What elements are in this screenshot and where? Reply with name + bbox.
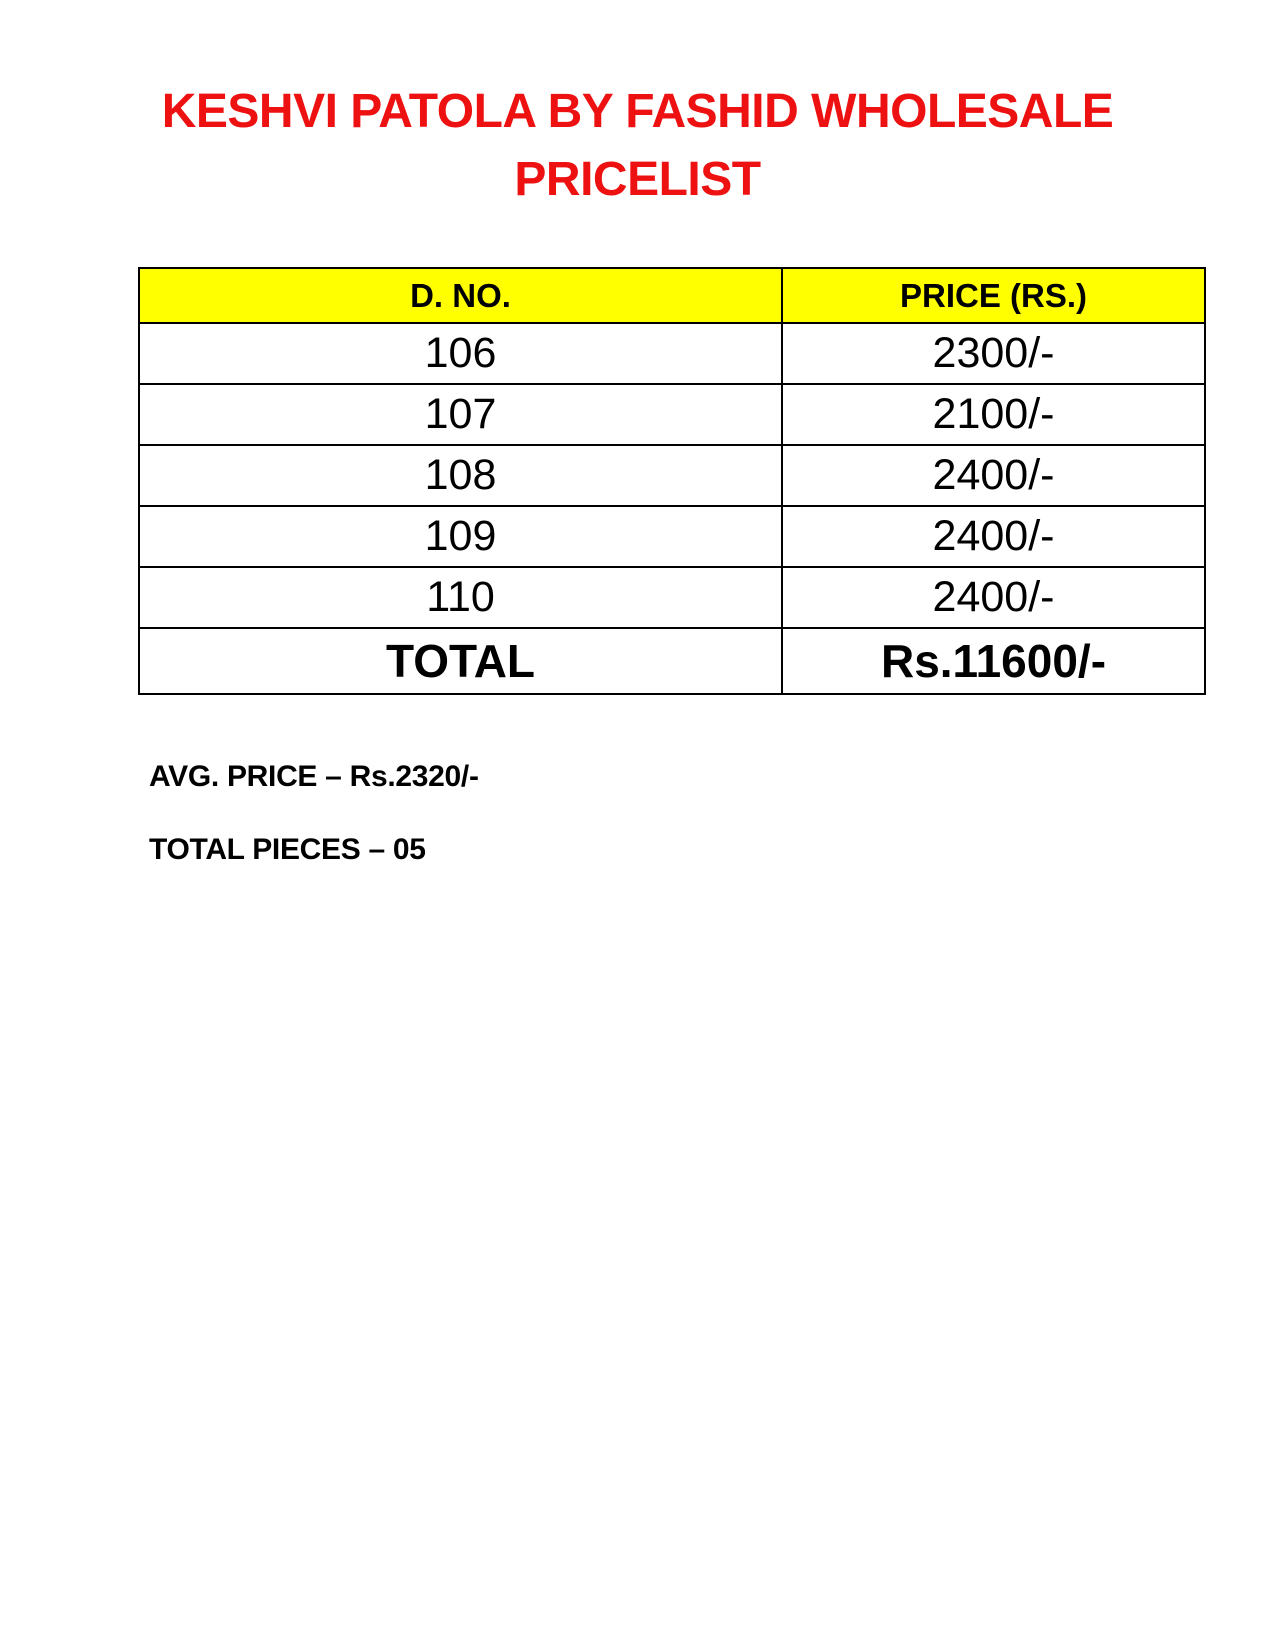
price-cell: 2300/- bbox=[782, 323, 1205, 384]
price-cell: 2400/- bbox=[782, 506, 1205, 567]
column-header-price: PRICE (RS.) bbox=[782, 268, 1205, 323]
total-label: TOTAL bbox=[139, 628, 782, 694]
table-row bbox=[139, 323, 1205, 384]
column-header-design-no: D. NO. bbox=[139, 268, 782, 323]
total-row bbox=[139, 628, 1205, 694]
total-pieces-text: TOTAL PIECES – 05 bbox=[149, 833, 426, 866]
title-line-2: PRICELIST bbox=[514, 153, 761, 206]
table-header-row bbox=[139, 268, 1205, 323]
design-no-cell: 110 bbox=[139, 567, 782, 628]
design-no-cell: 108 bbox=[139, 445, 782, 506]
table-row bbox=[139, 384, 1205, 445]
table-row bbox=[139, 567, 1205, 628]
price-cell: 2400/- bbox=[782, 567, 1205, 628]
price-cell: 2400/- bbox=[782, 445, 1205, 506]
avg-price-text: AVG. PRICE – Rs.2320/- bbox=[149, 760, 479, 793]
design-no-cell: 106 bbox=[139, 323, 782, 384]
price-cell: 2100/- bbox=[782, 384, 1205, 445]
design-no-cell: 107 bbox=[139, 384, 782, 445]
price-table bbox=[138, 267, 1206, 695]
total-value: Rs.11600/- bbox=[782, 628, 1205, 694]
page-title bbox=[0, 78, 1275, 214]
design-no-cell: 109 bbox=[139, 506, 782, 567]
title-line-1: KESHVI PATOLA BY FASHID WHOLESALE bbox=[161, 85, 1114, 138]
table-row bbox=[139, 506, 1205, 567]
table-row bbox=[139, 445, 1205, 506]
